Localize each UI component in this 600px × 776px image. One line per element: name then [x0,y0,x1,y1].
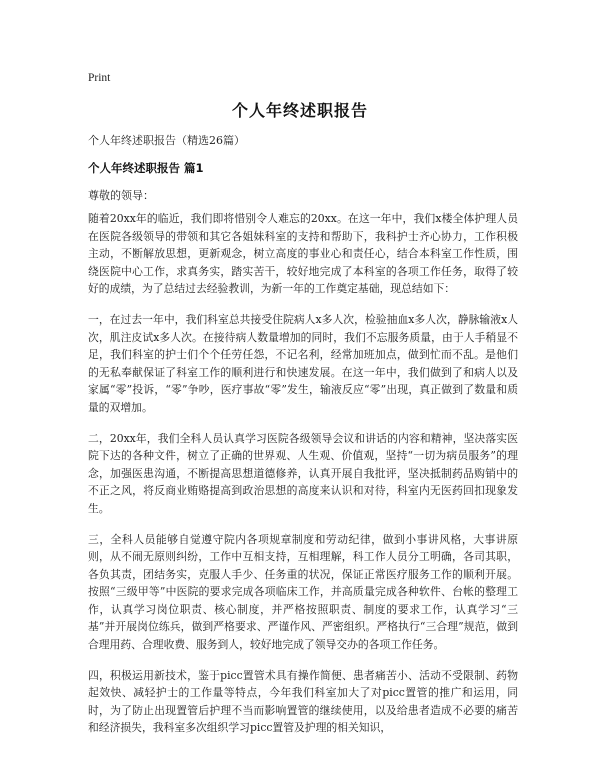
print-label[interactable]: Print [88,72,111,84]
document-title: 个人年终述职报告 [231,101,368,120]
paragraph-3: 三，全科人员能够自觉遵守院内各项规章制度和劳动纪律，做到小事讲风格，大事讲原则，从不闹无原则纠纷，工作中互相支持，互相理解，科工作人员分工明确，各司其职，各负其责，团结务实，克服人手少、任务重的状况，保证正常医疗服务工作的顺利开展。按照“三级甲等”中医院的要求完成各项临床工作，并高质量完成各种软件、台帐的整理工作，认真学习岗位职责、核心制度，并严格按照职责、制度的要求工作，认真学习“三基”并开展岗位练兵，做到严格要求、严谨作风、严密组织。严格执行“三合理”规范，做到合理用药、合理收费、服务到人，较好地完成了领导交办的各项工作任务。 [88,532,518,652]
section-heading: 个人年终述职报告 篇1 [88,161,204,175]
body-text [88,210,518,750]
paragraph-4: 四，积极运用新技术，鉴于picc置管术具有操作简便、患者痛苦小、活动不受限制、药物起效快、减轻护士的工作量等特点，今年我们科室加大了对picc置管的推广和运用，同时，为了防止出现置管后护理不当而影响置管的继续使用，以及给患者造成不必要的痛苦和经济损失，我科室多次组织学习picc置管及护理的相关知识， [88,668,518,735]
document-subtitle: 个人年终述职报告（精选26篇） [88,134,245,147]
paragraph-2: 二，20xx年，我们全科人员认真学习医院各级领导会议和讲话的内容和精神，坚决落实医院下达的各种文件，树立了正确的世界观、人生观、价值观，坚持“一切为病员服务”的理念，加强医患沟通，不断提高思想道德修养，认真开展自我批评，坚决抵制药品购销中的不正之风，将反商业贿赂提高到政治思想的高度来认识和对待，科室内无医药回扣现象发生。 [88,431,518,515]
paragraph-intro: 随着20xx年的临近，我们即将惜别令人难忘的20xx。在这一年中，我们x楼全体护理人员在医院各级领导的带领和其它各姐妹科室的支持和帮助下，我科护士齐心协力，工作积极主动，不断解放思想，更新观念，树立高度的事业心和责任心，结合本科室工作性质，围绕医院中心工作，求真务实，踏实苦干，较好地完成了本科室的各项工作任务，取得了较好的成绩，为了总结过去经验教训，为新一年的工作奠定基础，现总结如下： [88,212,518,296]
salutation: 尊敬的领导： [88,189,154,202]
paragraph-1: 一，在过去一年中，我们科室总共接受住院病人x多人次，检验抽血x多人次，静脉输液x人次，肌注皮试x多人次。在接待病人数量增加的同时，我们不忘服务质量，由于人手稍显不足，我们科室的护士们个个任劳任怨，不记名利，经常加班加点，做到忙而不乱。是他们的无私奉献保证了科室工作的顺利进行和快速发展。在这一年中，我们做到了和病人以及家属“零”投诉，“零”争吵，医疗事故“零”发生，输液反应“零”出现，真正做到了数量和质量的双增加。 [88,312,518,414]
